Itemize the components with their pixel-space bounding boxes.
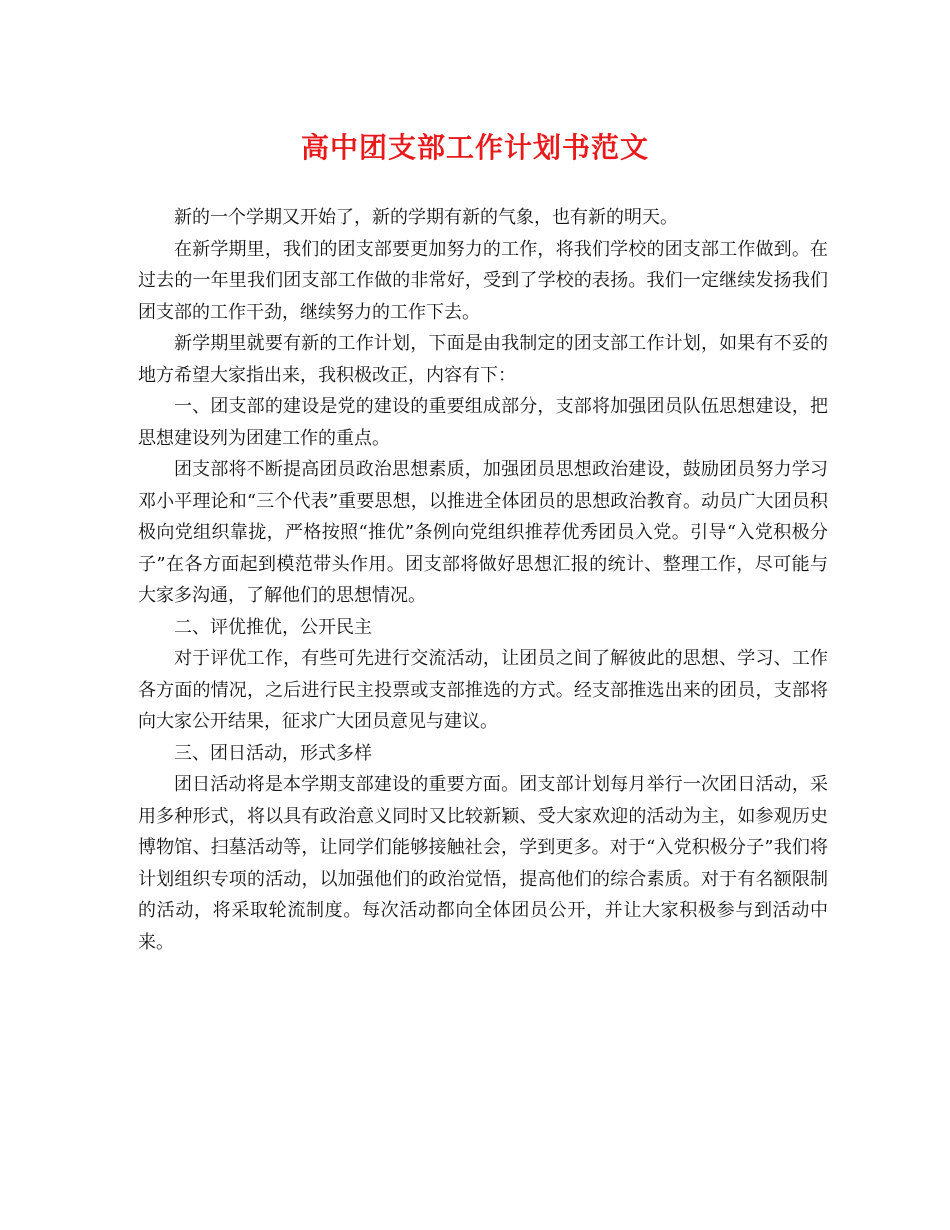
section-3-heading: 三、团日活动，形式多样 (174, 742, 372, 764)
document-title: 高中团支部工作计划书范文 (300, 131, 649, 164)
paragraph-5: 团支部将不断提高团员政治思想素质，加强团员思想政治建设，鼓励团员努力学习邓小平理论和“三个代表”重要思想，以推进全体团员的思想政治教育。动员广大团员积极向党组织靠拢，严格按照“推优”条例向党组织推荐优秀团员入党。引导“入党积极分子”在各方面起到模范带头作用。团支部将做好思想汇报的统计、整理工作，尽可能与大家多沟通，了解他们的思想情况。 (138, 459, 828, 606)
paragraph-1: 新的一个学期又开始了，新的学期有新的气象，也有新的明天。 (174, 207, 678, 228)
section-1-heading: 一、团支部的建设是党的建设的重要组成部分，支部将加强团员队伍思想建设，把思想建设列为团建工作的重点。 (138, 396, 828, 449)
paragraph-3: 新学期里就要有新的工作计划，下面是由我制定的团支部工作计划，如果有不妥的地方希望大家指出来，我积极改正，内容有下： (138, 333, 828, 386)
document-body (138, 202, 828, 958)
section-2-heading: 二、评优推优，公开民主 (174, 616, 372, 638)
paragraph-7: 对于评优工作，有些可先进行交流活动，让团员之间了解彼此的思想、学习、工作各方面的情况，之后进行民主投票或支部推选的方式。经支部推选出来的团员，支部将向大家公开结果，征求广大团员意见与建议。 (138, 648, 828, 732)
paragraph-9: 团日活动将是本学期支部建设的重要方面。团支部计划每月举行一次团日活动，采用多种形式，将以具有政治意义同时又比较新颖、受大家欢迎的活动为主，如参观历史博物馆、扫墓活动等，让同学们能够接触社会，学到更多。对于“入党积极分子”我们将计划组织专项的活动，以加强他们的政治觉悟，提高他们的综合素质。对于有名额限制的活动，将采取轮流制度。每次活动都向全体团员公开，并让大家积极参与到活动中来。 (138, 774, 828, 953)
paragraph-2: 在新学期里，我们的团支部要更加努力的工作，将我们学校的团支部工作做到。在过去的一年里我们团支部工作做的非常好，受到了学校的表扬。我们一定继续发扬我们团支部的工作干劲，继续努力的工作下去。 (138, 238, 828, 323)
